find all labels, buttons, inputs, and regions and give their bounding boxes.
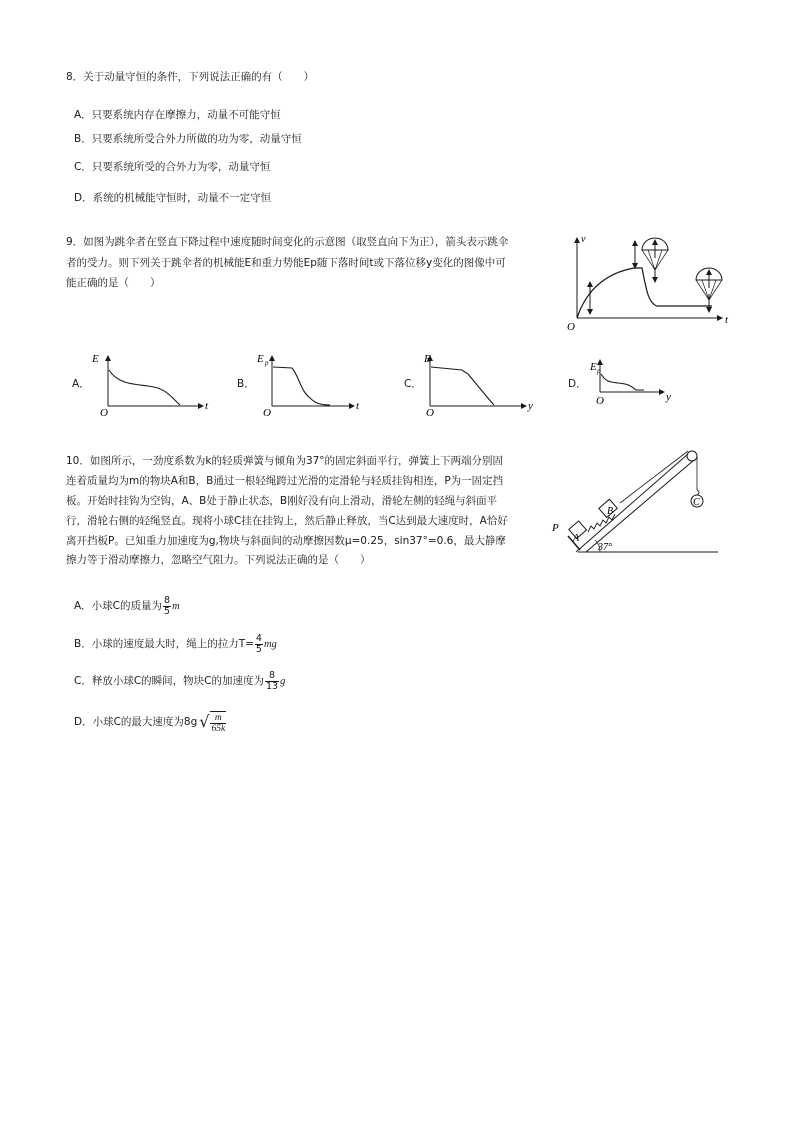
d-y-label: E: [590, 361, 597, 373]
q9-stem-line-3: 能正确的是（ ）: [66, 277, 161, 289]
fraction-numerator: 4: [255, 632, 262, 644]
q8-option-b: B．只要系统所受合外力所做的功为零，动量守恒: [74, 133, 302, 145]
a-curve: [109, 370, 180, 405]
plate-label: P: [552, 522, 559, 534]
q10-stem-line-5: 离开挡板P。已知重力加速度为g,物块与斜面间的动摩擦因数μ=0.25，sin37°=0.6，最大静摩: [66, 535, 506, 547]
q10-option-b-fraction: [255, 634, 263, 655]
b-y-label-sub: p: [265, 359, 269, 367]
q10-option-c: [74, 668, 285, 695]
fraction-denominator: 65k: [211, 723, 226, 734]
c-origin: O: [426, 407, 434, 416]
angle-label: 37°: [598, 542, 612, 553]
a-origin: O: [100, 407, 108, 416]
q10-stem-line-6: 擦力等于滑动摩擦力，忽略空气阻力。下列说法正确的是（ ）: [66, 554, 371, 566]
rope-incline: [620, 451, 688, 503]
q9-option-a-graph: [88, 350, 218, 416]
fraction-numerator: 8: [164, 594, 171, 606]
q9-stem-line-2: 者的受力。则下列关于跳伞者的机械能E和重力势能Ep随下落时间t或下落位移y变化的图像中可: [66, 257, 506, 269]
q10-option-c-fraction: [265, 671, 279, 692]
fraction-denominator: 13: [266, 680, 279, 692]
q10-option-a: [74, 593, 180, 620]
q8-stem: 8．关于动量守恒的条件，下列说法正确的有（ ）: [66, 71, 315, 83]
q9-option-a-letter: A．: [72, 378, 90, 390]
q9-option-d-letter: D．: [568, 378, 587, 390]
v-axis-label: v: [581, 234, 586, 245]
q10-option-a-prefix: A．小球C的质量为: [74, 600, 163, 612]
q10-stem-line-3: 板。开始时挂钩为空钩，A、B处于静止状态，B刚好没有向上滑动，滑轮左侧的轻绳与斜面平: [66, 495, 498, 507]
fraction-numerator: m: [210, 713, 226, 724]
q10-option-c-prefix: C．释放小球C的瞬间，物块C的加速度为: [74, 675, 264, 687]
q8-option-a: A．只要系统内存在摩擦力，动量不可能守恒: [74, 109, 281, 121]
q10-option-b-prefix: B．小球的速度最大时，绳上的拉力T=: [74, 638, 254, 650]
hook-icon: [697, 490, 699, 495]
ball-c-label: C: [693, 497, 700, 508]
d-curve: [601, 374, 644, 390]
d-x-label: y: [666, 391, 671, 403]
q9-option-b-graph: [254, 350, 374, 416]
q10-option-d: [74, 708, 227, 736]
velocity-curve: [577, 268, 712, 318]
q10-option-a-suffix: m: [172, 601, 180, 612]
a-y-label: E: [92, 353, 99, 365]
block-b-label: B: [607, 506, 614, 517]
t-axis-label: t: [725, 314, 729, 326]
q9-option-c-graph: [420, 350, 540, 416]
fraction-numerator: 8: [265, 671, 279, 682]
pulley-icon: [687, 451, 697, 461]
b-origin: O: [263, 407, 271, 416]
incline-top: [576, 454, 688, 552]
c-curve: [431, 367, 494, 405]
sqrt-icon: √: [199, 712, 210, 731]
q9-velocity-figure: [562, 228, 740, 334]
q10-stem-line-2: 连着质量均为m的物块A和B，B通过一根轻绳跨过光滑的定滑轮与轻质挂钩相连，P为一固定挡: [66, 475, 504, 487]
a-x-label: t: [205, 400, 209, 412]
q8-option-d: D．系统的机械能守恒时，动量不一定守恒: [74, 192, 272, 204]
d-y-label-sub: p: [597, 367, 601, 375]
q10-stem-line-1: 10．如图所示，一劲度系数为k的轻质弹簧与倾角为37°的固定斜面平行，弹簧上下两端分别固: [66, 455, 504, 467]
q9-stem-line-1: 9．如图为跳伞者在竖直下降过程中速度随时间变化的示意图（取竖直向下为正），箭头表示跳伞: [66, 236, 509, 248]
c-y-label: E: [424, 353, 431, 365]
q10-option-d-fraction: [210, 711, 226, 734]
sqrt-expression: [199, 708, 227, 736]
q9-option-b-letter: B．: [237, 378, 255, 390]
block-a-label: A: [573, 533, 580, 544]
fraction-denominator: 5: [164, 605, 171, 617]
b-x-label: t: [356, 400, 360, 412]
q10-stem-line-4: 行，滑轮右侧的轻绳竖直。现将小球C挂在挂钩上，然后静止释放，当C达到最大速度时，A恰好: [66, 515, 508, 527]
d-origin: O: [596, 395, 604, 407]
q9-option-d-graph: [584, 352, 684, 414]
parachute-icon-1: [642, 238, 668, 282]
q10-option-b-suffix: mg: [263, 639, 277, 650]
b-y-label: E: [257, 353, 264, 365]
fraction-denominator: 5: [255, 643, 262, 655]
q10-incline-figure: [548, 440, 726, 558]
q10-option-d-prefix: D．小球C的最大速度为8g: [74, 716, 198, 728]
q10-option-b: [74, 631, 277, 658]
q10-option-c-suffix: g: [280, 676, 286, 687]
b-curve: [273, 367, 330, 405]
q10-option-a-fraction: [163, 596, 171, 617]
c-x-label: y: [528, 400, 533, 412]
parachute-icon-2: [696, 268, 722, 312]
q9-option-c-letter: C．: [404, 378, 422, 390]
q9-origin-label: O: [567, 321, 575, 333]
q8-option-c: C．只要系统所受的合外力为零，动量守恒: [74, 161, 271, 173]
